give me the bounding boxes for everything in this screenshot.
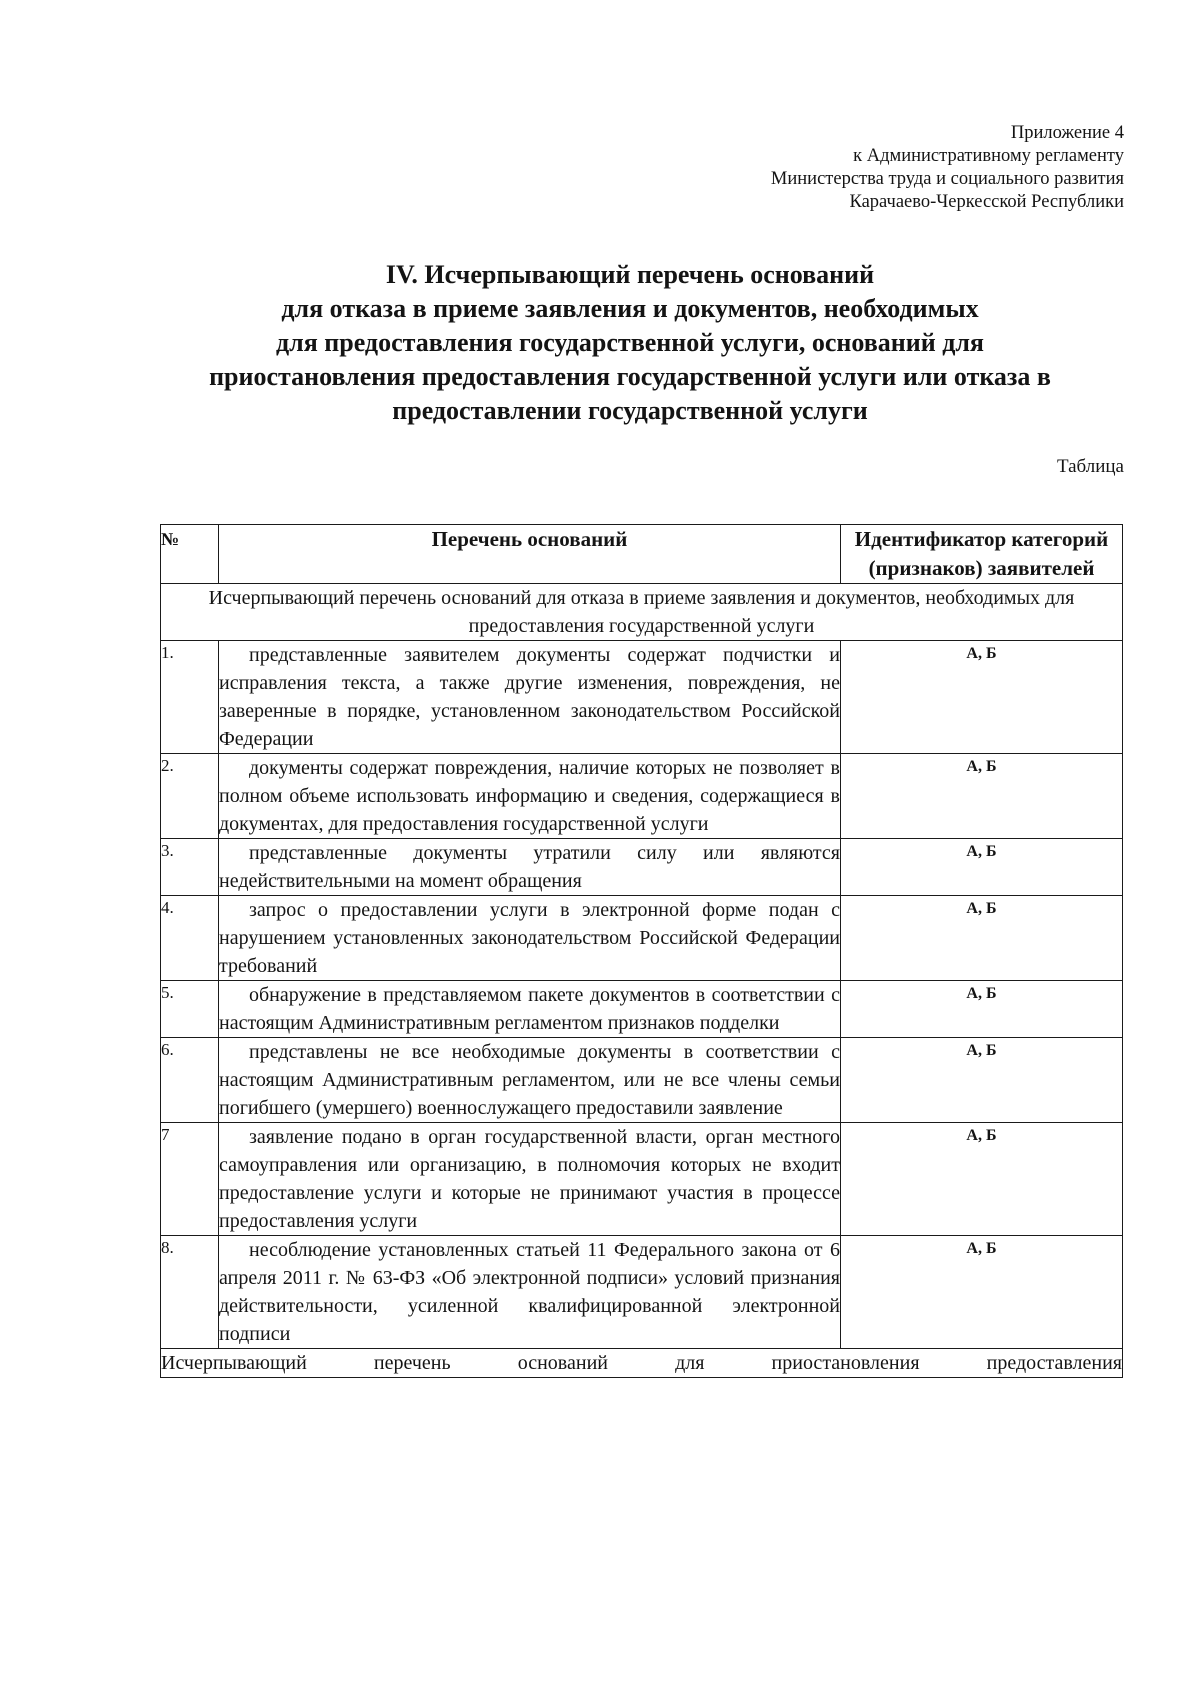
row-text: представленные документы утратили силу или являются недействительными на момент обращения (219, 839, 841, 896)
row-text: документы содержат повреждения, наличие которых не позволяет в полном объеме использовать информацию и сведения, содержащиеся в документах, для предоставления государственной услуги (219, 754, 841, 839)
section-row (161, 584, 1123, 641)
header-grounds: Перечень оснований (219, 525, 841, 584)
row-identifier: А, Б (841, 1123, 1123, 1236)
row-number: 3. (161, 839, 219, 896)
row-text: представленные заявителем документы содержат подчистки и исправления текста, а также другие изменения, повреждения, не заверенные в порядке, установленном законодательством Российской Федерации (219, 641, 841, 754)
section-row (161, 1349, 1123, 1378)
header-identifier: Идентификатор категорий (признаков) заявителей (841, 525, 1123, 584)
section-heading: Исчерпывающий перечень оснований для приостановления предоставления (161, 1349, 1123, 1378)
table-row (161, 839, 1123, 896)
table-row (161, 1123, 1123, 1236)
section-title (150, 258, 1110, 428)
title-line: для предоставления государственной услуги, оснований для (275, 328, 985, 357)
header-number: № (161, 525, 219, 584)
table-caption: Таблица (1056, 456, 1124, 477)
appendix-note (771, 122, 1124, 214)
table-row (161, 981, 1123, 1038)
row-identifier: А, Б (841, 981, 1123, 1038)
row-number: 1. (161, 641, 219, 754)
grounds-table (160, 524, 1123, 1378)
row-text: заявление подано в орган государственной власти, орган местного самоуправления или организацию, в полномочия которых не входит предоставление услуги и которые не принимают участия в процессе предоставления услуги (219, 1123, 841, 1236)
table-row (161, 1236, 1123, 1349)
row-text: обнаружение в представляемом пакете документов в соответствии с настоящим Административным регламентом признаков подделки (219, 981, 841, 1038)
row-number: 7 (161, 1123, 219, 1236)
row-number: 2. (161, 754, 219, 839)
row-identifier: А, Б (841, 896, 1123, 981)
table-row (161, 1038, 1123, 1123)
row-identifier: А, Б (841, 641, 1123, 754)
title-line: IV. Исчерпывающий перечень оснований (385, 260, 875, 289)
appendix-line: Карачаево-Черкесской Республики (849, 192, 1124, 212)
row-number: 4. (161, 896, 219, 981)
appendix-line: Министерства труда и социального развития (770, 169, 1124, 189)
row-identifier: А, Б (841, 754, 1123, 839)
title-line: приостановления предоставления государственной услуги или отказа в (209, 362, 1051, 391)
table-row (161, 754, 1123, 839)
row-identifier: А, Б (841, 839, 1123, 896)
section-heading: Исчерпывающий перечень оснований для отказа в приеме заявления и документов, необходимых для предоставления государственной услуги (161, 584, 1123, 641)
appendix-line: Приложение 4 (1010, 123, 1124, 143)
appendix-line: к Административному регламенту (853, 146, 1124, 166)
row-number: 6. (161, 1038, 219, 1123)
row-number: 8. (161, 1236, 219, 1349)
title-line: для отказа в приеме заявления и документов, необходимых (281, 294, 979, 323)
title-line: предоставлении государственной услуги (392, 396, 868, 425)
table-row (161, 896, 1123, 981)
row-identifier: А, Б (841, 1236, 1123, 1349)
row-text: представлены не все необходимые документы в соответствии с настоящим Административным регламентом, или не все члены семьи погибшего (умершего) военнослужащего предоставили заявление (219, 1038, 841, 1123)
row-text: несоблюдение установленных статьей 11 Федерального закона от 6 апреля 2011 г. № 63-ФЗ «Об электронной подписи» условий признания действительности, усиленной квалифицированной электронной подписи (219, 1236, 841, 1349)
row-number: 5. (161, 981, 219, 1038)
table-row (161, 641, 1123, 754)
table-header-row (161, 525, 1123, 584)
row-text: запрос о предоставлении услуги в электронной форме подан с нарушением установленных законодательством Российской Федерации требований (219, 896, 841, 981)
row-identifier: А, Б (841, 1038, 1123, 1123)
